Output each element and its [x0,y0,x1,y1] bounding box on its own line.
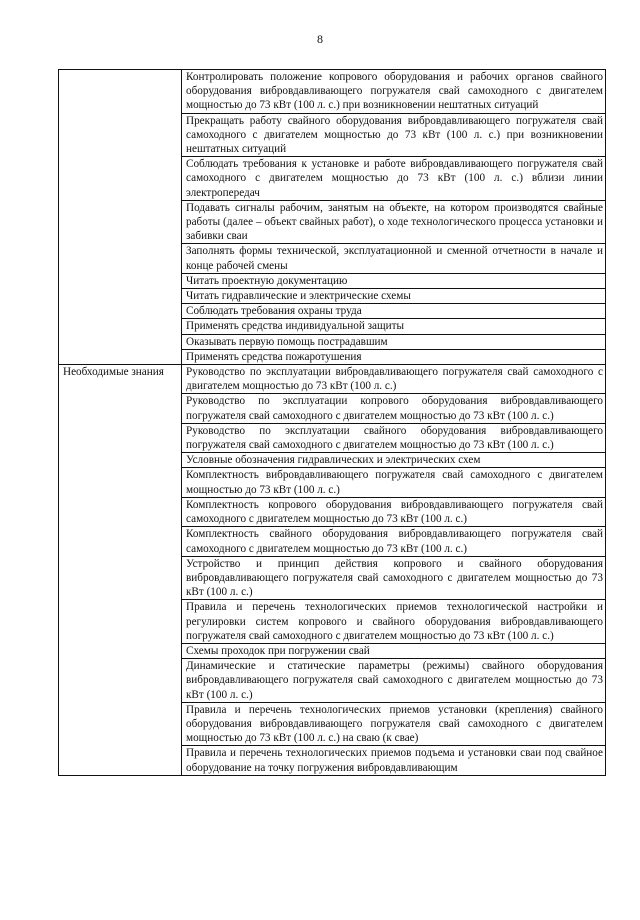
skills-label-cell [59,70,182,365]
page-number: 8 [317,32,323,46]
skill-item: Соблюдать требования к установке и работе вибровдавливающего погружателя свай самоходного с двигателем мощностью до 73 кВт (100 л. с.) вблизи линии электропередач [182,157,606,201]
knowledge-item: Правила и перечень технологических приемов установки (крепления) свайного оборудования вибровдавливающего погружателя свай самоходного с двигателем мощностью до 73 кВт (100 л. с.) на сваю (к свае) [182,702,606,746]
knowledge-item: Руководство по эксплуатации вибровдавливающего погружателя свай самоходного с двигателем мощностью до 73 кВт (100 л. с.) [182,365,606,394]
knowledge-item: Схемы проходок при погружении свай [182,643,606,658]
knowledge-item: Комплектность свайного оборудования вибровдавливающего погружателя свай самоходного с двигателем мощностью до 73 кВт (100 л. с.) [182,527,606,556]
knowledge-item: Правила и перечень технологических приемов технологической настройки и регулировки систем копрового и свайного оборудования вибровдавливающего погружателя свай самоходного с двигателем мощностью до 73 кВт (100 л. с.) [182,600,606,644]
requirements-table [58,69,606,776]
knowledge-item: Руководство по эксплуатации копрового оборудования вибровдавливающего погружателя свай самоходного с двигателем мощностью до 73 кВт (100 л. с.) [182,394,606,423]
knowledge-item: Руководство по эксплуатации свайного оборудования вибровдавливающего погружателя свай самоходного с двигателем мощностью до 73 кВт (100 л. с.) [182,423,606,452]
skill-item: Читать проектную документацию [182,273,606,288]
skill-item: Контролировать положение копрового оборудования и рабочих органов свайного оборудования вибровдавливающего погружателя свай самоходного с двигателем мощностью до 73 кВт (100 л. с.) при возникновении нештатных ситуаций [182,70,606,114]
knowledge-item: Условные обозначения гидравлических и электрических схем [182,453,606,468]
skill-item: Применять средства индивидуальной защиты [182,319,606,334]
skill-item: Подавать сигналы рабочим, занятым на объекте, на котором производятся свайные работы (далее – объект свайных работ), о ходе технологического процесса установки и забивки сваи [182,200,606,244]
skill-item: Применять средства пожаротушения [182,349,606,364]
knowledge-item: Комплектность вибровдавливающего погружателя свай самоходного с двигателем мощностью до 73 кВт (100 л. с.) [182,468,606,497]
skill-item: Соблюдать требования охраны труда [182,304,606,319]
knowledge-item: Устройство и принцип действия копрового и свайного оборудования вибровдавливающего погружателя свай самоходного с двигателем мощностью до 73 кВт (100 л. с.) [182,556,606,600]
skill-item: Заполнять формы технической, эксплуатационной и сменной отчетности в начале и конце рабочей смены [182,244,606,273]
knowledge-item: Правила и перечень технологических приемов подъема и установки сваи под свайное оборудование на точку погружения вибровдавливающим [182,746,606,775]
table-row [59,365,606,394]
skill-item: Прекращать работу свайного оборудования вибровдавливающего погружателя свай самоходного с двигателем мощностью до 73 кВт (100 л. с.) при возникновении нештатных ситуаций [182,113,606,157]
table-row [59,70,606,114]
knowledge-item: Комплектность копрового оборудования вибровдавливающего погружателя свай самоходного с двигателем мощностью до 73 кВт (100 л. с.) [182,497,606,526]
skill-item: Оказывать первую помощь пострадавшим [182,334,606,349]
knowledge-item: Динамические и статические параметры (режимы) свайного оборудования вибровдавливающего погружателя свай самоходного с двигателем мощностью до 73 кВт (100 л. с.) [182,659,606,703]
skill-item: Читать гидравлические и электрические схемы [182,289,606,304]
knowledge-label: Необходимые знания [59,365,182,776]
